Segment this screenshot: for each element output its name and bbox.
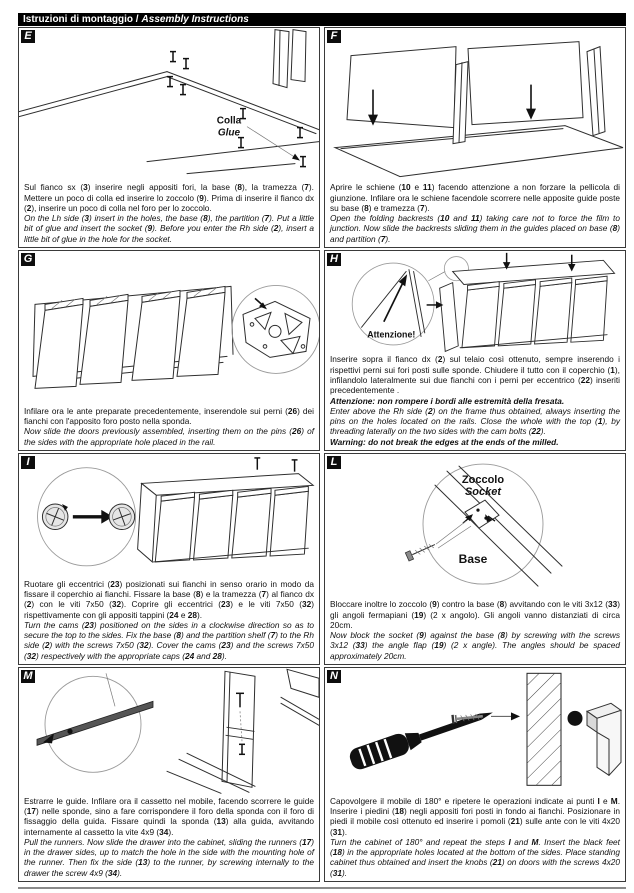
instruction-it-I: Ruotare gli eccentrici (23) posizionati sui fianchi in senso orario in modo da fissare il coperchio ai fianchi. Fissare la base (8) e la tramezza (7) al fianco dx (2) con le viti 7x50 (32). Coprire gli eccentrici (23) e le viti 7x50 (32) rispettivamente con gli appositi tappini (24 e 28). bbox=[24, 578, 314, 620]
screw-icon bbox=[254, 458, 297, 472]
door bbox=[35, 286, 225, 388]
standing-board bbox=[273, 30, 289, 88]
colla-label: Colla bbox=[216, 115, 242, 127]
panel-letter-I: I bbox=[21, 456, 35, 469]
doors-on-pins-diagram bbox=[19, 251, 319, 405]
instruction-en-G: Now slide the doors previously assembled, inserting them on the pins (26) of the sides with the appropriate hole placed in the rail. bbox=[24, 426, 314, 447]
panel-letter-M: M bbox=[21, 670, 35, 683]
instruction-it-E: Sul fianco sx (3) inserire negli appositi fori, la base (8), la tramezza (7). Mettere un poco di colla ed inserire lo zoccolo (9). Prima di inserire il fianco dx (2), inserire un poco di colla nel foro per lo zoccolo. bbox=[24, 182, 314, 213]
instruction-it-H: Inserire sopra il fianco dx (2) sul telaio così ottenuto, sempre inserendo i rispettivi perni sui fori posti sulle sponde. Chiudere il tutto con il coperchio (1), infilandolo lateralmente sui due fianchi con i perni per eccentrico (22) inseriti precedentemente . bbox=[330, 354, 620, 396]
panel-letter-G: G bbox=[21, 253, 35, 266]
panel-G-drawing bbox=[19, 251, 319, 405]
socket-bracket-diagram bbox=[325, 454, 625, 598]
backrest-slide-diagram bbox=[325, 28, 625, 181]
attention-label: Attenzione! bbox=[367, 329, 416, 340]
left-side-panel bbox=[440, 283, 459, 352]
note-it-H: Attenzione: non rompere i bordi alle estremità della fresata. bbox=[330, 395, 565, 406]
panel-letter-H: H bbox=[327, 253, 341, 266]
panel-I bbox=[18, 453, 320, 665]
panel-L bbox=[324, 453, 626, 665]
panel-N bbox=[324, 667, 626, 882]
instruction-en-F: Open the folding backrests (10 and 11) taking care not to force the film to junction. Now slide the backrests sliding them in the guides placed on base (8) and partition (7). bbox=[330, 213, 620, 244]
header-title-english: Assembly Instructions bbox=[141, 14, 249, 25]
panel-letter-N: N bbox=[327, 670, 341, 683]
instruction-en-M: Pull the runners. Now slide the drawer into the cabinet, sliding the runners (17) in the drawer sides, up to match the hole in the side with the mounting hole of the runner. Then fix the side (13) to the runner, by screwing internally to the drawer the screw 4x9 (34). bbox=[24, 836, 314, 878]
knob-hole bbox=[568, 711, 583, 726]
knob-icon bbox=[587, 703, 621, 775]
drawer-runner-diagram bbox=[19, 668, 319, 795]
instruction-it-L: Bloccare inoltre lo zoccolo (9) contro la base (8) avvitando con le viti 3x12 (33) gli angoli fermapiani (19) (2 x angolo). Gli angoli vanno distanziati di circa 20cm. bbox=[330, 599, 620, 630]
panel-I-drawing bbox=[19, 454, 319, 578]
header-title-italian: Istruzioni di montaggio / bbox=[23, 14, 139, 25]
background-panel bbox=[287, 669, 319, 697]
top-closing-diagram bbox=[325, 251, 625, 353]
runner-detail-circle bbox=[37, 673, 153, 772]
panel-E bbox=[18, 27, 320, 248]
assembly-instructions-page bbox=[18, 13, 626, 882]
instruction-en-E: On the Lh side (3) insert in the holes, the base (8), the partition (7). Put a little bit of glue and insert the socket (9). Before you enter the Rh side (2), insert a little bit of glue in the hole for the socket. bbox=[24, 213, 314, 244]
left-backrest bbox=[347, 47, 456, 128]
drawer-runner bbox=[37, 701, 153, 745]
note-en-H: Warning: do not break the edges at the ends of the milled. bbox=[330, 436, 559, 447]
knob-mounting-diagram bbox=[325, 668, 625, 795]
instruction-it-G: Infilare ora le ante preparate precedentemente, inserendole sui perni (26) dei fianchi con l'apposito foro posto nella sponda. bbox=[24, 405, 314, 427]
panel-grid bbox=[18, 27, 626, 882]
panel-H-drawing bbox=[325, 251, 625, 353]
right-backrest bbox=[468, 42, 583, 125]
glue-label: Glue bbox=[217, 127, 241, 139]
angle-bracket bbox=[465, 500, 499, 528]
instruction-it-M: Estrarre le guide. Infilare ora il cassetto nel mobile, facendo scorrere le guide (17) nelle sponde, sino a fare corrispondere il foro della sponda con il foro di fissaggio della guida. Fissare quindi la sponda (13) alla guida, avvitando internamente al cassetto la vite 4x9 (34). bbox=[24, 795, 314, 837]
panel-F bbox=[324, 27, 626, 248]
screwdriver-icon bbox=[347, 702, 496, 772]
side-panel-glue-diagram bbox=[19, 28, 319, 181]
socket-detail-circle bbox=[405, 464, 562, 586]
base-label: Base bbox=[458, 552, 488, 567]
insert-arrow-icon bbox=[491, 712, 520, 720]
panel-E-drawing bbox=[19, 28, 319, 181]
panel-N-drawing bbox=[325, 668, 625, 795]
panel-letter-L: L bbox=[327, 456, 341, 469]
cam-rotation-diagram bbox=[19, 454, 319, 578]
attention-detail-circle bbox=[352, 263, 434, 345]
cam-icon bbox=[109, 504, 135, 530]
panel-M-drawing bbox=[19, 668, 319, 795]
panel-F-drawing bbox=[325, 28, 625, 181]
instruction-it-F: Aprire le schiene (10 e 11) facendo attenzione a non forzare la pellicola di giunzione. Infilare ora le schiene facendole scorrere nelle apposite guide poste su base (8) e tramezza (7). bbox=[330, 182, 620, 213]
panel-H bbox=[324, 250, 626, 451]
panel-letter-E: E bbox=[21, 30, 35, 43]
panel-M bbox=[18, 667, 320, 882]
cam-icon bbox=[42, 504, 68, 530]
panel-letter-F: F bbox=[327, 30, 341, 43]
panel-G bbox=[18, 250, 320, 451]
cam-detail-circle bbox=[38, 468, 136, 566]
glue-leader-arrow bbox=[247, 127, 300, 161]
instruction-en-N: Turn the cabinet of 180° and repeat the steps I and M. Insert the black feet (18) in the appropriate holes located at the bottom of the sides. Place standing cabinet thus obtained and insert the knobs (21) on doors with the screws 4x20 (31). bbox=[330, 836, 620, 878]
socket-label: Socket bbox=[464, 486, 502, 499]
instruction-it-N: Capovolgere il mobile di 180° e ripetere le operazioni indicate ai punti I e M. Inserire i piedini (18) negli appositi fori posti in fondo ai fianchi. Posizionare in piedi il mobile così ottenuto ed inserire i pomoli (21) sulle ante con le viti 4x20 (31). bbox=[330, 795, 620, 837]
page-header bbox=[18, 13, 626, 26]
instruction-en-I: Turn the cams (23) positioned on the sides in a clockwise direction so as to secure the top to the sides. Fix the base (8) and the partition shelf (7) to the Rh side (2) with the screws 7x50 (32). Cover the cams (23) and the screws 7x50 (32) respectively with the appropriate caps (24 and 28). bbox=[24, 619, 314, 661]
bracket-detail-circle bbox=[232, 285, 319, 373]
left-side-panel bbox=[138, 483, 157, 561]
zoccolo-label: Zoccolo bbox=[461, 474, 505, 487]
panel-L-drawing bbox=[325, 454, 625, 598]
base-board bbox=[335, 126, 623, 177]
instruction-en-L: Now block the socket (9) against the base (8) by screwing with the screws 3x12 (33) the angle flap (19) (2 x angle). The angles should be spaced approximately 20cm. bbox=[330, 630, 621, 661]
page-bottom-rule bbox=[18, 887, 626, 889]
screw-icon bbox=[405, 541, 436, 561]
instruction-en-H: Enter above the Rh side (2) on the frame thus obtained, always inserting the pins on the holes located on the rails. Close the whole with the top (1), by threading laterally on the two sides with the cam bolts (22). bbox=[330, 405, 620, 437]
